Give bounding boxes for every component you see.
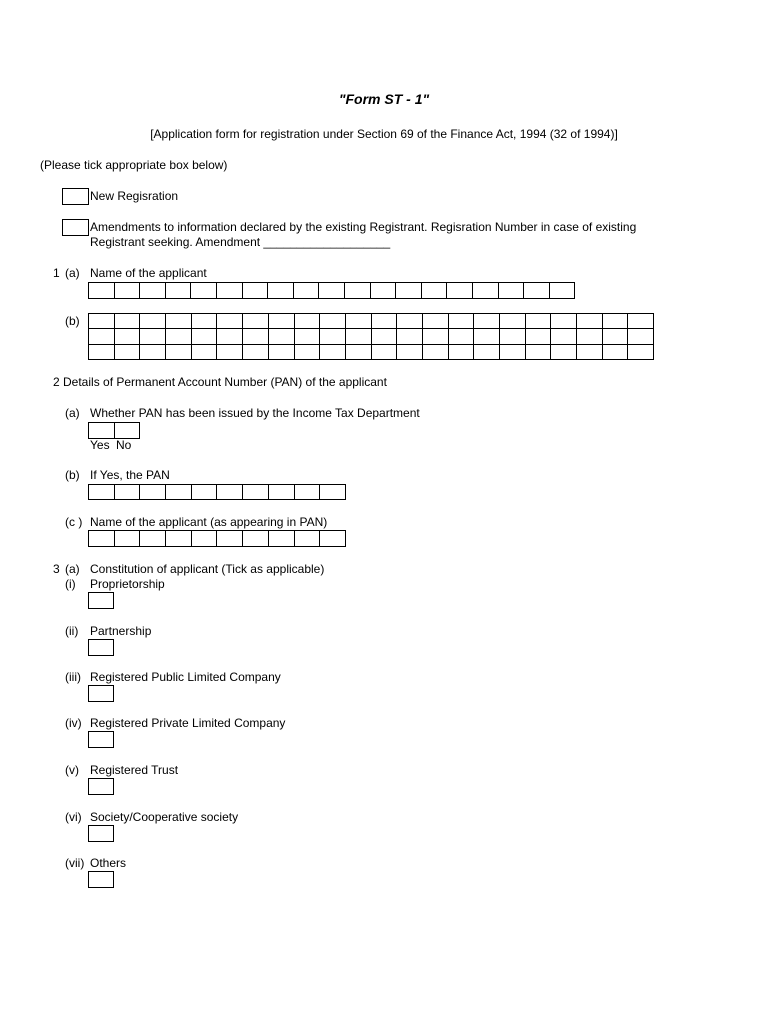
entry-cell[interactable] [628,314,654,329]
entry-cell[interactable] [372,314,398,329]
entry-cell[interactable] [346,329,372,344]
q1a-text: Name of the applicant [90,266,207,280]
q2b-label: (b) [65,468,80,482]
q2a-text: Whether PAN has been issued by the Income Tax Department [90,406,420,420]
entry-cell[interactable] [320,485,346,500]
constitution-roman: (i) [65,577,76,591]
entry-cell[interactable] [551,345,577,360]
constitution-label-partnership: Partnership [90,624,152,638]
entry-cell[interactable] [115,531,141,547]
q1-number: 1 [53,266,60,280]
entry-cell[interactable] [89,283,115,299]
entry-cell[interactable] [372,345,398,360]
entry-cell[interactable] [473,283,499,299]
entry-cell[interactable] [166,283,192,299]
entry-cell[interactable] [499,283,525,299]
entry-cell[interactable] [192,485,218,500]
constitution-label-public-limited: Registered Public Limited Company [90,670,281,684]
form-subtitle: [Application form for registration under Section 69 of the Finance Act, 1994 (32 of 1994)] [150,127,618,141]
entry-cell[interactable] [166,531,192,547]
q3a-label: (a) [65,562,80,576]
entry-cell[interactable] [217,283,243,299]
entry-cell[interactable] [603,314,629,329]
society-checkbox[interactable] [88,825,114,842]
q2c-text: Name of the applicant (as appearing in PAN) [90,515,328,529]
entry-cell[interactable] [217,531,243,547]
entry-cell[interactable] [500,329,526,344]
entry-cell[interactable] [320,531,346,547]
constitution-roman: (iii) [65,670,81,684]
entry-cell[interactable] [320,329,346,344]
entry-cell[interactable] [603,329,629,344]
others-checkbox[interactable] [88,871,114,888]
entry-cell[interactable] [603,345,629,360]
entry-cell[interactable] [166,329,192,344]
entry-cell[interactable] [243,283,269,299]
entry-cell[interactable] [115,314,141,329]
entry-cell[interactable] [243,345,269,360]
entry-cell[interactable] [89,329,115,344]
private-limited-company-checkbox[interactable] [88,731,114,748]
entry-cell[interactable] [192,531,218,547]
entry-cell[interactable] [140,531,166,547]
entry-cell[interactable] [577,329,603,344]
amendment-label-line1: Amendments to information declared by the existing Registrant. Regisration Number in case of existing [90,220,637,234]
entry-cell[interactable] [423,345,449,360]
entry-cell[interactable] [268,283,294,299]
constitution-label-proprietorship: Proprietorship [90,577,165,591]
entry-cell[interactable] [396,283,422,299]
entry-cell[interactable] [577,345,603,360]
constitution-label-society: Society/Cooperative society [90,810,239,824]
entry-cell[interactable] [140,345,166,360]
entry-cell[interactable] [524,283,550,299]
no-label: No [116,438,132,452]
entry-cell[interactable] [449,314,475,329]
entry-cell[interactable] [192,345,218,360]
entry-cell[interactable] [526,329,552,344]
entry-cell[interactable] [500,314,526,329]
entry-cell[interactable] [449,329,475,344]
partnership-checkbox[interactable] [88,639,114,656]
entry-cell[interactable] [140,283,166,299]
constitution-label-others: Others [90,856,127,870]
tick-instruction: (Please tick appropriate box below) [40,158,228,172]
entry-cell[interactable] [397,329,423,344]
q2c-label: (c ) [65,515,83,529]
entry-cell[interactable] [115,485,141,500]
entry-cell[interactable] [217,329,243,344]
entry-cell[interactable] [191,283,217,299]
q2a-label: (a) [65,406,80,420]
entry-cell[interactable] [269,531,295,547]
entry-cell[interactable] [474,329,500,344]
q1a-label: (a) [65,266,80,280]
q2b-text: If Yes, the PAN [90,468,170,482]
new-registration-checkbox[interactable] [62,188,89,205]
constitution-roman: (vi) [65,810,82,824]
entry-cell[interactable] [346,345,372,360]
entry-cell[interactable] [166,345,192,360]
entry-cell[interactable] [140,329,166,344]
entry-cell[interactable] [269,329,295,344]
entry-cell[interactable] [551,314,577,329]
entry-cell[interactable] [243,531,269,547]
applicant-name-grid[interactable] [88,282,575,299]
entry-cell[interactable] [115,329,141,344]
entry-cell[interactable] [550,283,576,299]
entry-cell[interactable] [346,314,372,329]
constitution-label-private-limited: Registered Private Limited Company [90,716,286,730]
entry-cell[interactable] [115,423,141,439]
entry-cell[interactable] [295,329,321,344]
entry-cell[interactable] [192,329,218,344]
entry-cell[interactable] [345,283,371,299]
public-limited-company-checkbox[interactable] [88,685,114,702]
entry-cell[interactable] [371,283,397,299]
pan-issued-yes-no-boxes[interactable] [88,422,140,439]
entry-cell[interactable] [89,485,115,500]
q2-heading: 2 Details of Permanent Account Number (PAN) of the applicant [53,375,387,389]
entry-cell[interactable] [295,531,321,547]
entry-cell[interactable] [295,485,321,500]
entry-cell[interactable] [115,283,141,299]
entry-cell[interactable] [269,345,295,360]
entry-cell[interactable] [166,485,192,500]
entry-cell[interactable] [423,329,449,344]
entry-cell[interactable] [140,314,166,329]
proprietorship-checkbox[interactable] [88,592,114,609]
new-registration-label: New Regisration [90,189,179,203]
entry-cell[interactable] [89,345,115,360]
entry-cell[interactable] [269,314,295,329]
entry-cell[interactable] [449,345,475,360]
entry-cell[interactable] [243,314,269,329]
entry-cell[interactable] [89,531,115,547]
form-title: "Form ST - 1" [338,91,430,107]
entry-cell[interactable] [577,314,603,329]
entry-cell[interactable] [217,345,243,360]
entry-cell[interactable] [474,345,500,360]
q3a-text: Constitution of applicant (Tick as applicable) [90,562,325,576]
entry-cell[interactable] [500,345,526,360]
entry-cell[interactable] [320,345,346,360]
pan-name-grid[interactable] [88,530,346,547]
entry-cell[interactable] [397,345,423,360]
amendment-label-line2: Registrant seeking. Amendment ___________________ [90,235,391,249]
constitution-roman: (ii) [65,624,79,638]
entry-cell[interactable] [397,314,423,329]
constitution-roman: (iv) [65,716,82,730]
entry-cell[interactable] [423,314,449,329]
entry-cell[interactable] [217,485,243,500]
constitution-label-trust: Registered Trust [90,763,179,777]
q3-number: 3 [53,562,60,576]
entry-cell[interactable] [115,345,141,360]
entry-cell[interactable] [269,485,295,500]
entry-cell[interactable] [551,329,577,344]
entry-cell[interactable] [628,329,654,344]
entry-cell[interactable] [192,314,218,329]
entry-cell[interactable] [372,329,398,344]
constitution-roman: (vii) [65,856,85,870]
entry-cell[interactable] [628,345,654,360]
entry-cell[interactable] [140,485,166,500]
amendment-checkbox[interactable] [62,219,89,236]
entry-cell[interactable] [295,345,321,360]
entry-cell[interactable] [319,283,345,299]
entry-cell[interactable] [89,423,115,439]
entry-cell[interactable] [89,314,115,329]
entry-cell[interactable] [294,283,320,299]
entry-cell[interactable] [166,314,192,329]
entry-cell[interactable] [320,314,346,329]
entry-cell[interactable] [217,314,243,329]
entry-cell[interactable] [526,314,552,329]
applicant-details-grid[interactable] [88,313,654,360]
entry-cell[interactable] [422,283,448,299]
q1b-label: (b) [65,314,80,328]
entry-cell[interactable] [243,329,269,344]
entry-cell[interactable] [243,485,269,500]
constitution-roman: (v) [65,763,79,777]
entry-cell[interactable] [474,314,500,329]
registered-trust-checkbox[interactable] [88,778,114,795]
pan-number-grid[interactable] [88,484,346,500]
yes-label: Yes [90,438,110,452]
entry-cell[interactable] [526,345,552,360]
entry-cell[interactable] [447,283,473,299]
entry-cell[interactable] [295,314,321,329]
